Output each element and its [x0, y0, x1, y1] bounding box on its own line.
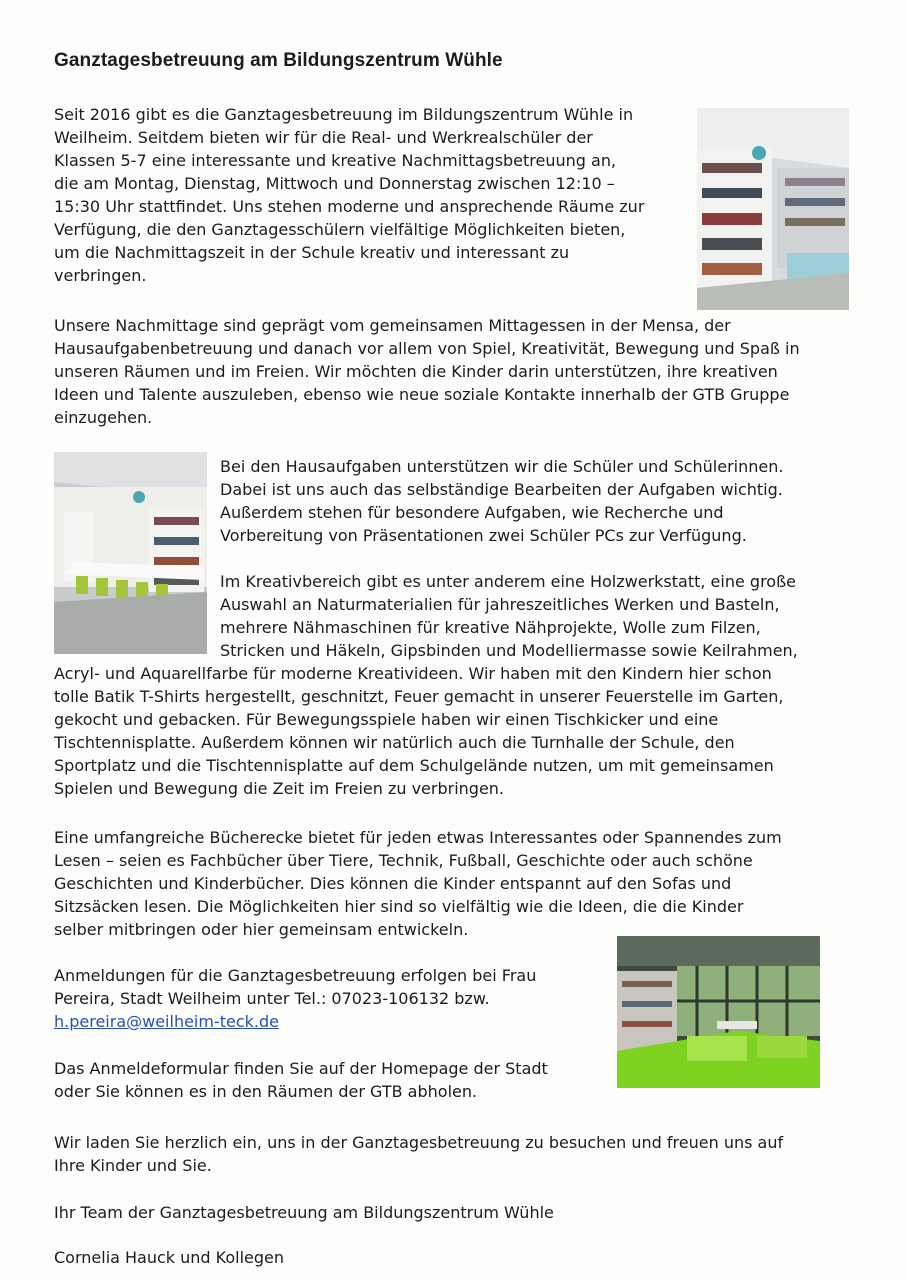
books-line: Lesen – seien es Fachbücher über Tiere, Technik, Fußball, Geschichte oder auch schöne: [54, 851, 753, 870]
intro-line: um die Nachmittagszeit in der Schule kreativ und interessant zu: [54, 243, 570, 262]
creative-line: tolle Batik T-Shirts hergestellt, geschnitzt, Feuer gemacht in unserer Feuerstelle im Garten,: [54, 687, 784, 706]
lounge-photo: [617, 936, 820, 1088]
books-line: Eine umfangreiche Bücherecke bietet für jeden etwas Interessantes oder Spannendes zum: [54, 828, 782, 847]
creative-line: Sportplatz und die Tischtennisplatte auf dem Schulgelände nutzen, um mit gemeinsamen: [54, 756, 774, 775]
books-line: Geschichten und Kinderbücher. Dies können die Kinder entspannt auf den Sofas und: [54, 874, 732, 893]
invitation-line: Ihre Kinder und Sie.: [54, 1156, 212, 1175]
creative-line: Acryl- und Aquarellfarbe für moderne Kreativideen. Wir haben mit den Kindern hier schon: [54, 664, 772, 683]
email-link[interactable]: h.pereira@weilheim-teck.de: [54, 1012, 279, 1031]
homework-line: Außerdem stehen für besondere Aufgaben, wie Recherche und: [220, 503, 724, 522]
signature: Cornelia Hauck und Kollegen: [54, 1248, 285, 1267]
creative-line: Stricken und Häkeln, Gipsbinden und Modelliermasse sowie Keilrahmen,: [220, 641, 798, 660]
form-paragraph: [54, 1057, 548, 1103]
books-line: selber mitbringen oder hier gemeinsam entwickeln.: [54, 920, 469, 939]
intro-line: 15:30 Uhr stattfindet. Uns stehen moderne und ansprechende Räume zur: [54, 197, 645, 216]
intro-line: Weilheim. Seitdem bieten wir für die Real- und Werkrealschüler der: [54, 128, 593, 147]
creative-paragraph: [54, 570, 798, 800]
homework-line: Vorbereitung von Präsentationen zwei Schüler PCs zur Verfügung.: [220, 526, 747, 545]
page-title: Ganztagesbetreuung am Bildungszentrum Wühle: [54, 50, 503, 71]
team-signoff: Ihr Team der Ganztagesbetreuung am Bildungszentrum Wühle: [54, 1203, 554, 1222]
afternoons-paragraph: [54, 314, 800, 429]
registration-line: Pereira, Stadt Weilheim unter Tel.: 07023-106132 bzw.: [54, 989, 490, 1008]
creative-line: mehrere Nähmaschinen für kreative Nähprojekte, Wolle zum Filzen,: [220, 618, 761, 637]
form-line: oder Sie können es in den Räumen der GTB abholen.: [54, 1082, 478, 1101]
intro-paragraph: [54, 103, 644, 287]
homework-paragraph: [220, 455, 783, 547]
invitation-line: Wir laden Sie herzlich ein, uns in der Ganztagesbetreuung zu besuchen und freuen uns auf: [54, 1133, 784, 1152]
afternoons-line: unseren Räumen und im Freien. Wir möchten die Kinder darin unterstützen, ihre kreativen: [54, 362, 778, 381]
invitation-paragraph: [54, 1131, 783, 1177]
afternoons-line: einzugehen.: [54, 408, 153, 427]
afternoons-line: Hausaufgabenbetreuung und danach vor allem von Spiel, Kreativität, Bewegung und Spaß in: [54, 339, 800, 358]
creative-line: Tischtennisplatte. Außerdem können wir natürlich auch die Turnhalle der Schule, den: [54, 733, 735, 752]
homework-line: Bei den Hausaufgaben unterstützen wir die Schüler und Schülerinnen.: [220, 457, 784, 476]
intro-line: Verfügung, die den Ganztagesschülern vielfältige Möglichkeiten bieten,: [54, 220, 626, 239]
intro-line: verbringen.: [54, 266, 147, 285]
shelving-room-photo: [697, 108, 849, 310]
creative-line: gekocht und gebacken. Für Bewegungsspiele haben wir einen Tischkicker und eine: [54, 710, 719, 729]
form-line: Das Anmeldeformular finden Sie auf der Homepage der Stadt: [54, 1059, 548, 1078]
books-paragraph: [54, 826, 782, 941]
creative-line: Im Kreativbereich gibt es unter anderem eine Holzwerkstatt, eine große: [220, 572, 796, 591]
books-line: Sitzsäcken lesen. Die Möglichkeiten hier sind so vielfältig wie die Ideen, die die Kinder: [54, 897, 744, 916]
homework-line: Dabei ist uns auch das selbständige Bearbeiten der Aufgaben wichtig.: [220, 480, 783, 499]
creative-line: Spielen und Bewegung die Zeit im Freien zu verbringen.: [54, 779, 505, 798]
registration-line: Anmeldungen für die Ganztagesbetreuung erfolgen bei Frau: [54, 966, 537, 985]
intro-line: Seit 2016 gibt es die Ganztagesbetreuung im Bildungszentrum Wühle in: [54, 105, 634, 124]
intro-line: Klassen 5-7 eine interessante und kreative Nachmittagsbetreuung an,: [54, 151, 617, 170]
afternoons-line: Ideen und Talente auszuleben, ebenso wie neue soziale Kontakte innerhalb der GTB Gruppe: [54, 385, 790, 404]
intro-line: die am Montag, Dienstag, Mittwoch und Donnerstag zwischen 12:10 –: [54, 174, 615, 193]
registration-paragraph: [54, 964, 536, 1033]
afternoons-line: Unsere Nachmittage sind geprägt vom gemeinsamen Mittagessen in der Mensa, der: [54, 316, 731, 335]
creative-line: Auswahl an Naturmaterialien für jahreszeitliches Werken und Basteln,: [220, 595, 780, 614]
